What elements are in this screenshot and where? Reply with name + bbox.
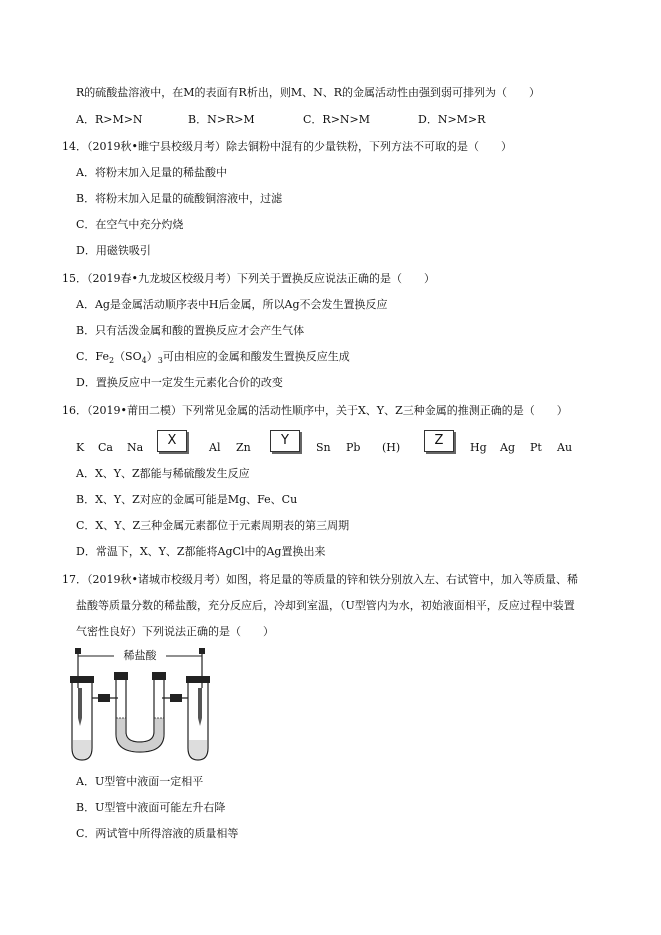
left-stopper [70,676,94,683]
q17-option-b: B．U型管中液面可能左升右降 [76,801,226,814]
q15-option-c-sub1: 2 [108,356,115,366]
q17-stem-line-1: 17．（2019秋•诸城市校级月考）如图，将足量的等质量的锌和铁分别放入左、右试管中，加入等质量、稀 [62,573,578,586]
q16-option-a: A．X、Y、Z都能与稀硫酸发生反应 [76,467,250,480]
u-tube-inner [126,680,154,742]
u-tube-right-cap [152,672,166,680]
q16-option-b: B．X、Y、Z对应的金属可能是Mg、Fe、Cu [76,493,298,506]
series-sn: Sn [316,441,331,454]
left-dropper-bulb [75,648,81,654]
right-tube-liquid [189,740,207,759]
q15-stem: 15．（2019春•九龙坡区校级月考）下列关于置换反应说法正确的是（ ） [62,272,435,285]
q16-option-c: C．X、Y、Z三种金属元素都位于元素周期表的第三周期 [76,519,350,532]
series-pt: Pt [530,441,542,454]
q15-option-c-mid: （SO [114,350,142,363]
series-pb: Pb [346,441,361,454]
q13-option-a: A．R>M>N [76,113,143,126]
apparatus-figure [70,648,210,764]
series-box-x: X [157,430,187,452]
right-dropper-bulb [199,648,205,654]
series-hg: Hg [470,441,487,454]
q15-option-c [76,350,350,368]
right-clamp [170,694,182,702]
u-tube-water [117,718,164,751]
figure-label: 稀盐酸 [123,649,157,662]
q17-stem-line-2: 盐酸等质量分数的稀盐酸，充分反应后，冷却到室温，（U型管内为水，初始液面相平，反应过程中装置 [76,599,575,612]
series-ag: Ag [500,441,515,454]
series-au: Au [557,441,573,454]
series-zn: Zn [236,441,251,454]
q16-stem: 16．（2019•莆田二模）下列常见金属的活动性顺序中，关于X、Y、Z三种金属的推测正确的是（ ） [62,404,568,417]
q14-stem: 14．（2019秋•睢宁县校级月考）除去铜粉中混有的少量铁粉，下列方法不可取的是（ ） [62,140,512,153]
q17-option-a: A．U型管中液面一定相平 [76,775,204,788]
q14-option-b: B．将粉末加入足量的硫酸铜溶液中，过滤 [76,192,283,205]
series-ca: Ca [98,441,113,454]
q15-option-b: B．只有活泼金属和酸的置换反应才会产生气体 [76,324,305,337]
activity-series [76,430,596,460]
q13-option-d: D．N>M>R [418,113,486,126]
q17-option-c: C．两试管中所得溶液的质量相等 [76,827,239,840]
q14-option-a: A．将粉末加入足量的稀盐酸中 [76,166,227,179]
series-na: Na [127,441,144,454]
q15-option-a: A．Ag是金属活动顺序表中H后金属，所以Ag不会发生置换反应 [76,298,388,311]
q13-option-c: C．R>N>M [303,113,371,126]
left-clamp [98,694,110,702]
q15-option-c-close: ） [146,350,158,363]
q15-option-c-sub2: 4 [141,356,147,366]
series-h: (H) [382,441,401,454]
u-tube-left-cap [114,672,128,680]
q15-option-d: D．置换反应中一定发生元素化合价的改变 [76,376,283,389]
series-box-z: Z [424,430,454,452]
q16-option-d: D．常温下，X、Y、Z都能将AgCl中的Ag置换出来 [76,545,326,558]
q13-option-b: B．N>R>M [188,113,255,126]
series-k: K [76,441,85,454]
q14-option-d: D．用磁铁吸引 [76,244,151,257]
series-al: Al [209,441,221,454]
q14-option-c: C．在空气中充分灼烧 [76,218,184,231]
right-stopper [186,676,210,683]
q15-option-c-prefix: C．Fe [76,350,109,363]
left-dropper-tip [78,688,82,726]
right-dropper-tip [198,688,202,726]
q15-option-c-sub3: 3 [157,356,163,366]
series-box-y: Y [270,430,300,452]
apparatus-diagram [70,648,210,764]
q13-stem-tail: R的硫酸盐溶液中，在M的表面有R析出，则M、N、R的金属活动性由强到弱可排列为（ ） [76,86,540,99]
q17-stem-line-3: 气密性良好）下列说法正确的是（ ） [76,625,274,638]
left-tube-liquid [73,740,91,759]
q15-option-c-rest: 可由相应的金属和酸发生置换反应生成 [162,350,350,363]
